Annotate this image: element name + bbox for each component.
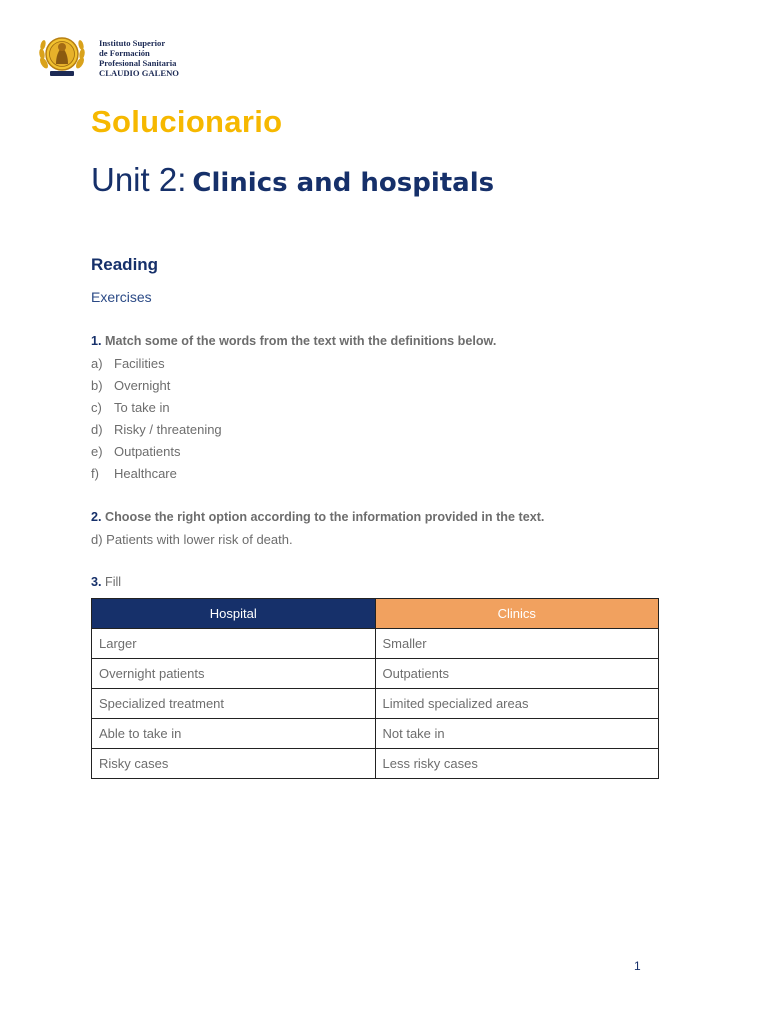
table-cell: Limited specialized areas xyxy=(375,689,659,719)
answer-text: d) Patients with lower risk of death. xyxy=(91,532,293,547)
table-cell: Smaller xyxy=(375,629,659,659)
table-cell: Outpatients xyxy=(375,659,659,689)
question-2 xyxy=(91,510,544,524)
page-number: 1 xyxy=(634,959,641,973)
question-number: 3. xyxy=(91,575,102,589)
question-1 xyxy=(91,334,496,348)
answer-letter: e) xyxy=(91,444,103,459)
answer-letter: a) xyxy=(91,356,103,371)
table-cell: Risky cases xyxy=(92,749,376,779)
answer-text: Risky / threatening xyxy=(114,422,222,437)
answer-letter: c) xyxy=(91,400,102,415)
question-number: 2. xyxy=(91,510,102,524)
answer-item xyxy=(91,400,170,415)
table-cell: Not take in xyxy=(375,719,659,749)
table-row xyxy=(92,749,659,779)
answer-text: To take in xyxy=(114,400,170,415)
answer-item xyxy=(91,422,222,437)
table-cell: Overnight patients xyxy=(92,659,376,689)
table-cell: Less risky cases xyxy=(375,749,659,779)
answer-item xyxy=(91,444,181,459)
document-title: Solucionario xyxy=(91,104,283,139)
answer-item xyxy=(91,378,170,393)
institute-line: Instituto Superior xyxy=(99,38,166,48)
question-text: Choose the right option according to the information provided in the text. xyxy=(105,510,545,524)
question-text: Match some of the words from the text with the definitions below. xyxy=(105,334,497,348)
section-heading: Reading xyxy=(91,255,159,274)
answer-text: Healthcare xyxy=(114,466,177,481)
question-3 xyxy=(91,575,121,589)
institute-name xyxy=(99,38,179,78)
question-number: 1. xyxy=(91,334,102,348)
header-clinics: Clinics xyxy=(375,599,659,629)
answer-text: Outpatients xyxy=(114,444,181,459)
unit-name: Clinics and hospitals xyxy=(192,168,495,198)
institute-logo xyxy=(36,33,88,79)
table-header-row xyxy=(92,599,659,629)
answer-letter: f) xyxy=(91,466,99,481)
comparison-table xyxy=(91,598,659,779)
table-row xyxy=(92,719,659,749)
answer-letter: b) xyxy=(91,378,103,393)
subsection-heading: Exercises xyxy=(91,289,152,305)
question-text: Fill xyxy=(105,575,122,589)
unit-heading xyxy=(91,161,494,199)
table-row xyxy=(92,659,659,689)
institute-line: Profesional Sanitaria xyxy=(99,58,177,68)
institute-line: CLAUDIO GALENO xyxy=(99,68,179,78)
table-row xyxy=(92,689,659,719)
table-cell: Able to take in xyxy=(92,719,376,749)
answer-text: Overnight xyxy=(114,378,171,393)
answer-letter: d) xyxy=(91,422,103,437)
table-cell: Specialized treatment xyxy=(92,689,376,719)
answer-item xyxy=(91,356,165,371)
institute-line: de Formación xyxy=(99,48,150,58)
table-cell: Larger xyxy=(92,629,376,659)
table-row xyxy=(92,629,659,659)
unit-label: Unit 2: xyxy=(91,161,187,198)
header-hospital: Hospital xyxy=(92,599,376,629)
answer-text: Facilities xyxy=(114,356,165,371)
answer-item xyxy=(91,466,177,481)
